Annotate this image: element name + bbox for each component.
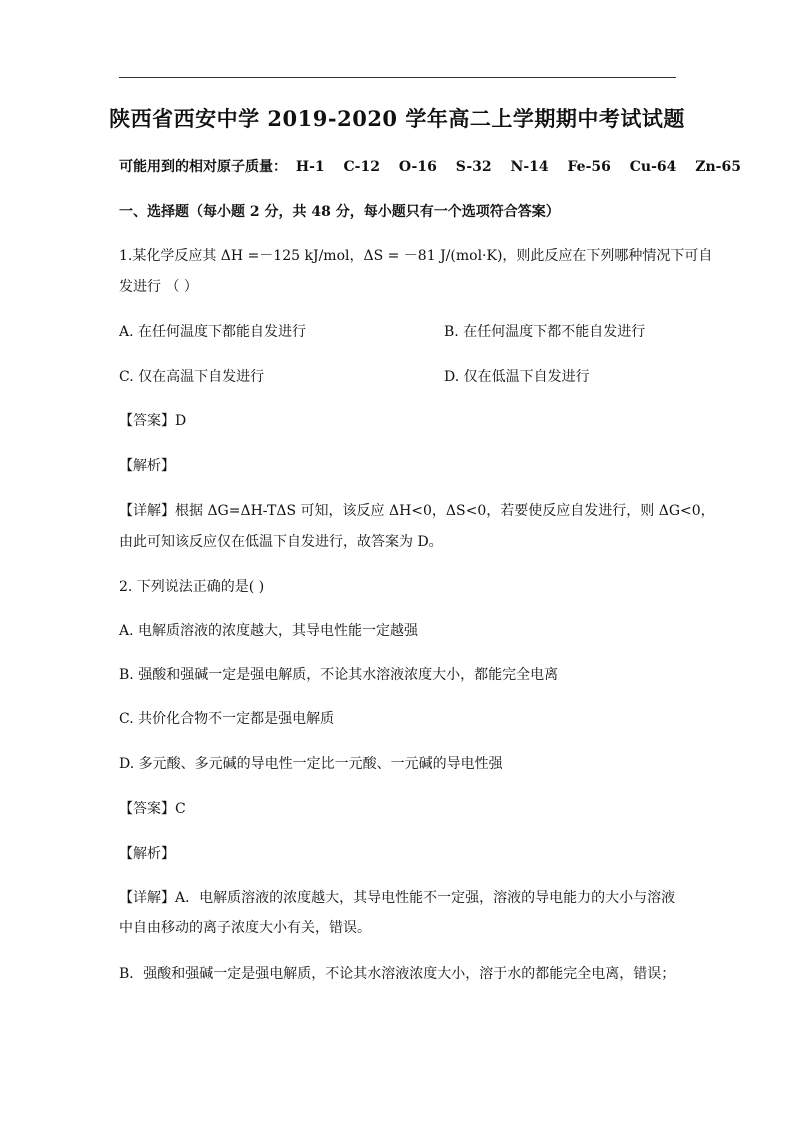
q2-option-d: D. 多元酸、多元碱的导电性一定比一元酸、一元碱的导电性强	[119, 756, 503, 772]
q1-answer: 【答案】D	[119, 413, 187, 429]
atomic-masses-label: 可能用到的相对原子质量：	[119, 159, 287, 175]
mass-item-c: C-12	[343, 159, 380, 175]
header-rule	[119, 77, 676, 78]
mass-item-o: O-16	[398, 159, 437, 175]
mass-item-fe: Fe-56	[567, 159, 611, 175]
q1-stem-line2: 发进行 （ ）	[119, 279, 198, 295]
q1-detail-line1: 【详解】根据 ΔG=ΔH-TΔS 可知，该反应 ΔH<0，ΔS<0，若要使反应自发进行，则 ΔG<0，	[119, 503, 715, 519]
atomic-masses-line	[119, 158, 755, 176]
mass-item-zn: Zn-65	[695, 159, 741, 175]
q2-detail-line2: 中自由移动的离子浓度大小有关，错误。	[119, 920, 371, 936]
q1-stem-line1: 1.某化学反应其 ΔH =－125 kJ/mol，ΔS = －81 J/(mol·K)，则此反应在下列哪种情况下可自	[119, 248, 713, 264]
q2-detail-line3: B．强酸和强碱一定是强电解质，不论其水溶液浓度大小，溶于水的都能完全电离，错误；	[119, 966, 676, 982]
q1-detail-line2: 由此可知该反应仅在低温下自发进行，故答案为 D。	[119, 534, 443, 550]
page-title: 陕西省西安中学 2019-2020 学年高二上学期期中考试试题	[109, 106, 685, 131]
q2-option-a: A. 电解质溶液的浓度越大，其导电性能一定越强	[119, 623, 419, 639]
q2-stem: 2. 下列说法正确的是( )	[119, 579, 265, 595]
q2-option-b: B. 强酸和强碱一定是强电解质，不论其水溶液浓度大小，都能完全电离	[119, 667, 559, 683]
mass-item-n: N-14	[510, 159, 549, 175]
mass-item-h: H-1	[295, 159, 325, 175]
q2-answer: 【答案】C	[119, 801, 186, 817]
q1-option-a: A. 在任何温度下都能自发进行	[119, 324, 307, 340]
mass-item-s: S-32	[455, 159, 492, 175]
q1-option-b: B. 在任何温度下都不能自发进行	[444, 324, 646, 340]
q1-option-d: D. 仅在低温下自发进行	[444, 369, 590, 385]
q1-option-c: C. 仅在高温下自发进行	[119, 369, 265, 385]
q2-analysis-label: 【解析】	[119, 846, 175, 862]
q1-analysis-label: 【解析】	[119, 458, 175, 474]
q2-option-c: C. 共价化合物不一定都是强电解质	[119, 711, 335, 727]
mass-item-cu: Cu-64	[629, 159, 677, 175]
section-heading-choice: 一、选择题（每小题 2 分，共 48 分，每小题只有一个选项符合答案）	[119, 204, 560, 220]
q2-detail-line1: 【详解】A．电解质溶液的浓度越大，其导电性能不一定强，溶液的导电能力的大小与溶液	[119, 890, 676, 906]
